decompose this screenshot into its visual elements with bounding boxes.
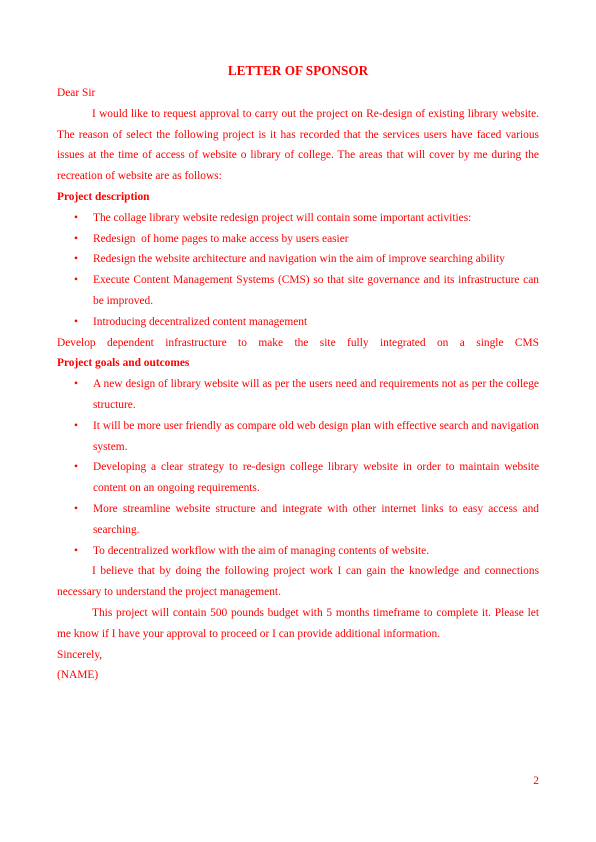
project-goals-heading: Project goals and outcomes xyxy=(57,357,190,370)
letter-title: LETTER OF SPONSOR xyxy=(227,63,369,78)
bullet-icon: • xyxy=(74,461,78,474)
bullet-icon: • xyxy=(74,502,78,515)
budget-paragraph: This project will contain 500 pounds budget with 5 months timeframe to complete it. Please let me know if I have your approval to proceed or I can provide additional information. xyxy=(57,606,539,640)
project-goals-list xyxy=(57,374,539,561)
bullet-icon: • xyxy=(74,274,78,287)
list-item: • Introducing decentralized content management xyxy=(57,312,539,333)
project-description-heading: Project description xyxy=(57,190,150,203)
signature-name: (NAME) xyxy=(57,669,99,682)
list-item: • Developing a clear strategy to re-design college library website in order to maintain website content on an ongoing requirements. xyxy=(57,457,539,499)
letter-body xyxy=(57,61,539,686)
list-item: • To decentralized workflow with the aim of managing contents of website. xyxy=(57,541,539,562)
list-item: • The collage library website redesign project will contain some important activities: xyxy=(57,208,539,229)
bullet-icon: • xyxy=(74,232,78,245)
list-item: • Redesign the website architecture and navigation win the aim of improve searching ability xyxy=(57,249,539,270)
bullet-icon: • xyxy=(74,544,78,557)
belief-paragraph: I believe that by doing the following project work I can gain the knowledge and connections necessary to understand the project management. xyxy=(57,565,539,599)
bullet-icon: • xyxy=(74,211,78,224)
bullet-icon: • xyxy=(74,419,78,432)
bullet-icon: • xyxy=(74,378,78,391)
list-item: • It will be more user friendly as compare old web design plan with effective search and navigation system. xyxy=(57,416,539,458)
list-item: • More streamline website structure and integrate with other internet links to easy access and searching. xyxy=(57,499,539,541)
intro-paragraph: I would like to request approval to carry out the project on Re-design of existing library website. The reason of select the following project is it has recorded that the services users have faced various issues at the time of access of website o library of college. The areas that will cover by me during the recreation of website are as follows: xyxy=(57,107,539,183)
bullet-icon: • xyxy=(74,253,78,266)
closing: Sincerely, xyxy=(57,648,103,661)
list-item: • Execute Content Management Systems (CMS) so that site governance and its infrastructure can be improved. xyxy=(57,270,539,312)
page-number: 2 xyxy=(533,775,539,787)
salutation: Dear Sir xyxy=(57,87,96,99)
develop-line: Develop dependent infrastructure to make the site fully integrated on a single CMS xyxy=(57,336,539,349)
project-description-list xyxy=(57,208,539,333)
bullet-icon: • xyxy=(74,315,78,328)
list-item: • A new design of library website will as per the users need and requirements not as per the college structure. xyxy=(57,374,539,416)
list-item: • Redesign of home pages to make access by users easier xyxy=(57,229,539,250)
